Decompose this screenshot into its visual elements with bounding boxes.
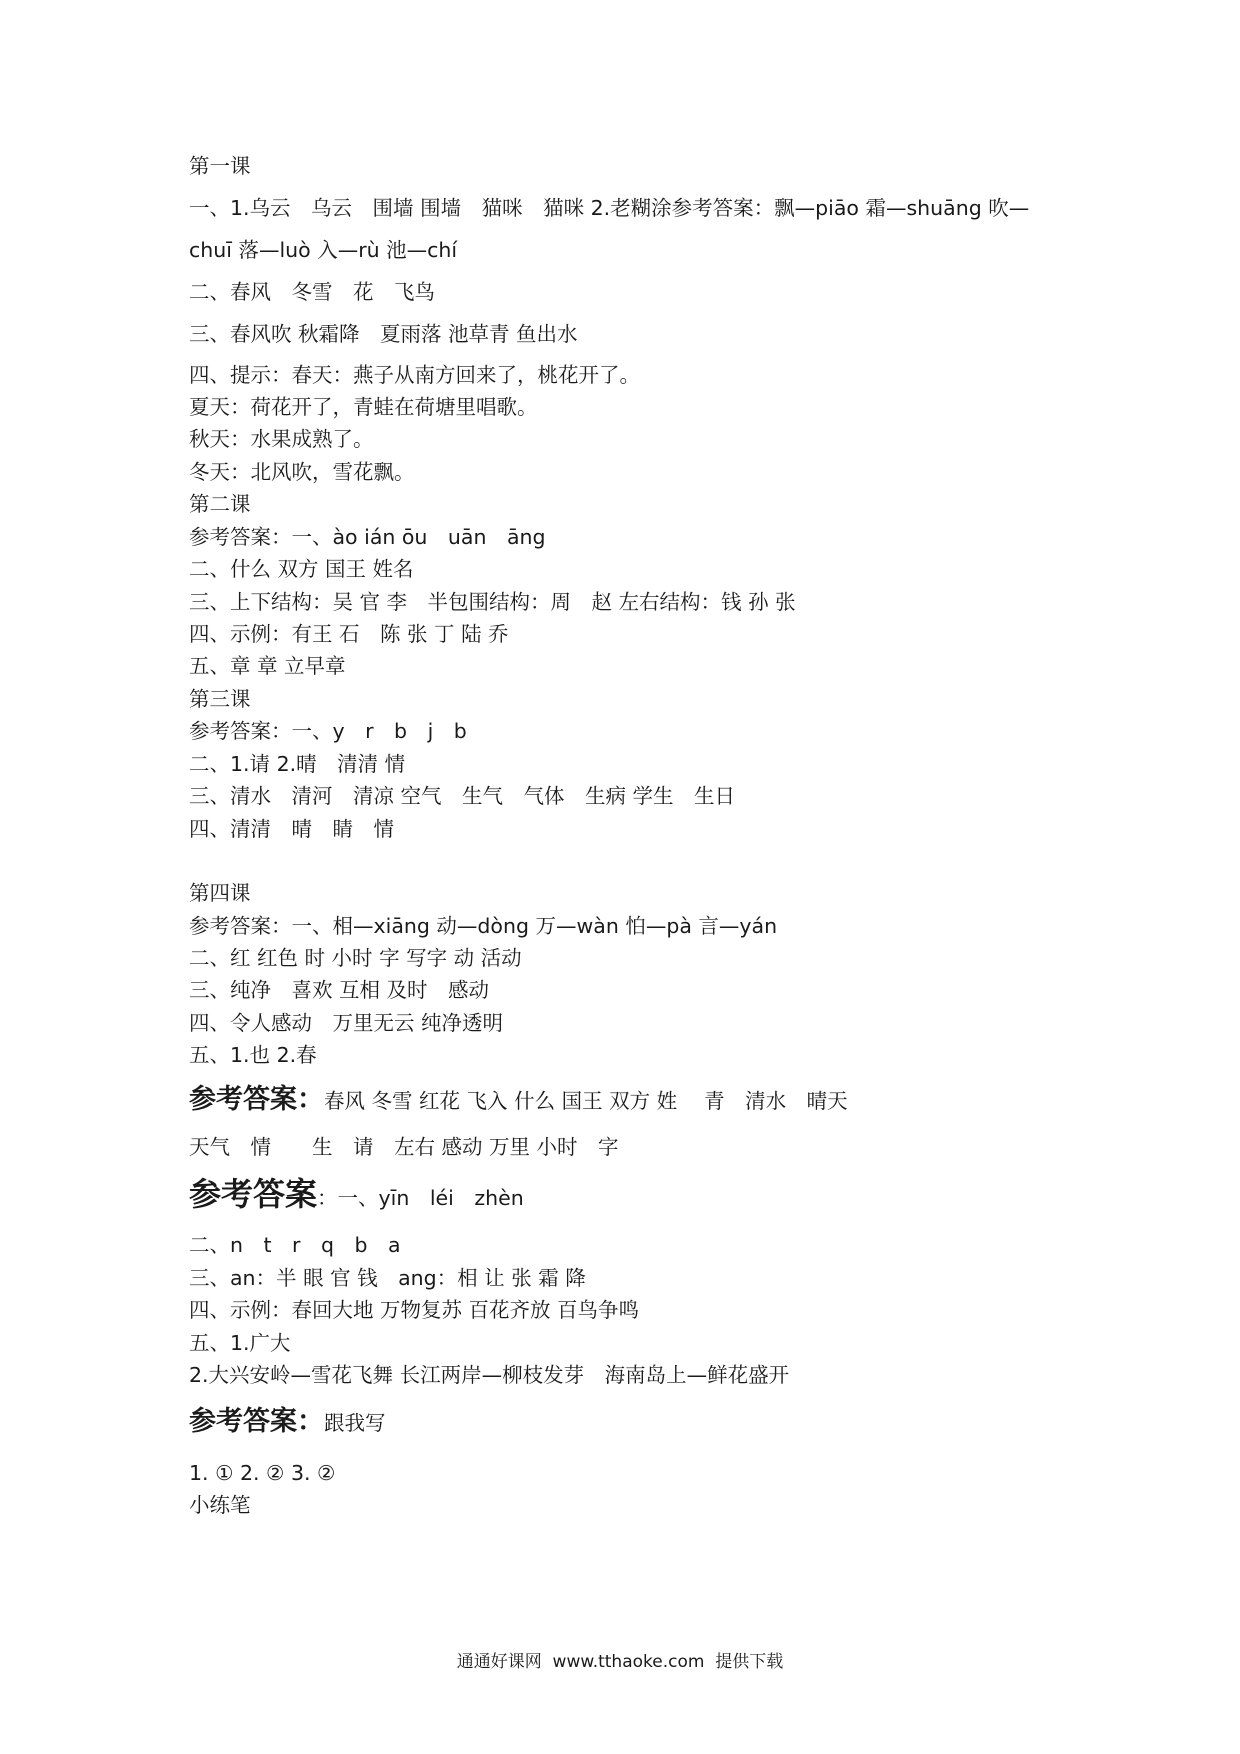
lesson1-line-4: 三、春风吹 秋霜降 夏雨落 池草青 鱼出水 bbox=[189, 322, 578, 346]
answer3-line-3: 小练笔 bbox=[189, 1493, 251, 1517]
lesson1-line-1: 一、1.乌云 乌云 围墙 围墙 猫咪 猫咪 2.老糊涂参考答案：飘—piāo 霜—shuāng 吹— bbox=[189, 196, 1030, 220]
lesson4-line-4: 四、令人感动 万里无云 纯净透明 bbox=[189, 1011, 504, 1035]
lesson1-line-7: 秋天：水果成熟了。 bbox=[189, 427, 374, 451]
lesson4-line-5: 五、1.也 2.春 bbox=[189, 1043, 317, 1067]
lesson3-line-1: 参考答案：一、y r b j b bbox=[189, 719, 467, 743]
answer2-line-2: 二、n t r q b a bbox=[189, 1233, 401, 1257]
answer2-line-6: 2.大兴安岭—雪花飞舞 长江两岸—柳枝发芽 海南岛上—鲜花盛开 bbox=[189, 1363, 790, 1387]
answer3-line-2: 1. ① 2. ② 3. ② bbox=[189, 1461, 336, 1485]
lesson2-line-5: 五、章 章 立早章 bbox=[189, 654, 346, 678]
lesson2-line-2: 二、什么 双方 国王 姓名 bbox=[189, 557, 414, 581]
page-footer: 通通好课网 www.tthaoke.com 提供下载 bbox=[456, 1652, 784, 1672]
answer3-text-1: 跟我写 bbox=[324, 1411, 386, 1435]
lesson2-title: 第二课 bbox=[189, 492, 251, 516]
answer2-line-1 bbox=[189, 1175, 524, 1213]
answer2-line-5: 五、1.广大 bbox=[189, 1331, 291, 1355]
lesson2-line-4: 四、示例：有王 石 陈 张 丁 陆 乔 bbox=[189, 622, 509, 646]
lesson1-title: 第一课 bbox=[189, 154, 251, 178]
lesson4-title: 第四课 bbox=[189, 881, 251, 905]
answer2-heading: 参考答案 bbox=[189, 1175, 318, 1213]
lesson2-line-1: 参考答案：一、ào ián ōu uān āng bbox=[189, 525, 546, 549]
lesson1-line-6: 夏天：荷花开了，青蛙在荷塘里唱歌。 bbox=[189, 395, 538, 419]
lesson3-title: 第三课 bbox=[189, 687, 251, 711]
answer1-heading: 参考答案： bbox=[189, 1084, 324, 1115]
answer2-line-4: 四、示例：春回大地 万物复苏 百花齐放 百鸟争鸣 bbox=[189, 1298, 640, 1322]
lesson3-line-3: 三、清水 清河 清凉 空气 生气 气体 生病 学生 生日 bbox=[189, 784, 736, 808]
lesson1-line-5: 四、提示：春天：燕子从南方回来了，桃花开了。 bbox=[189, 363, 640, 387]
answer3-heading: 参考答案： bbox=[189, 1406, 324, 1437]
lesson4-line-3: 三、纯净 喜欢 互相 及时 感动 bbox=[189, 978, 490, 1002]
lesson4-line-2: 二、红 红色 时 小时 字 写字 动 活动 bbox=[189, 946, 522, 970]
answer2-line-3: 三、an：半 眼 官 钱 ang：相 让 张 霜 降 bbox=[189, 1266, 586, 1290]
lesson1-line-8: 冬天：北风吹，雪花飘。 bbox=[189, 460, 415, 484]
answer1-line-1 bbox=[189, 1084, 848, 1115]
lesson4-line-1: 参考答案：一、相—xiāng 动—dòng 万—wàn 怕—pà 言—yán bbox=[189, 914, 778, 938]
lesson1-line-2: chuī 落—luò 入—rù 池—chí bbox=[189, 238, 458, 262]
answer3-line-1 bbox=[189, 1406, 386, 1437]
answer1-line-2: 天气 情 生 请 左右 感动 万里 小时 字 bbox=[189, 1135, 619, 1159]
lesson3-line-4: 四、清清 晴 睛 情 bbox=[189, 817, 394, 841]
answer1-text-1: 春风 冬雪 红花 飞入 什么 国王 双方 姓 青 清水 晴天 bbox=[324, 1089, 848, 1113]
answer2-text-1: ：一、yīn léi zhèn bbox=[317, 1186, 524, 1210]
lesson3-line-2: 二、1.请 2.晴 清清 情 bbox=[189, 752, 406, 776]
lesson1-line-3: 二、春风 冬雪 花 飞鸟 bbox=[189, 280, 435, 304]
lesson2-line-3: 三、上下结构：吴 官 李 半包围结构：周 赵 左右结构：钱 孙 张 bbox=[189, 590, 796, 614]
